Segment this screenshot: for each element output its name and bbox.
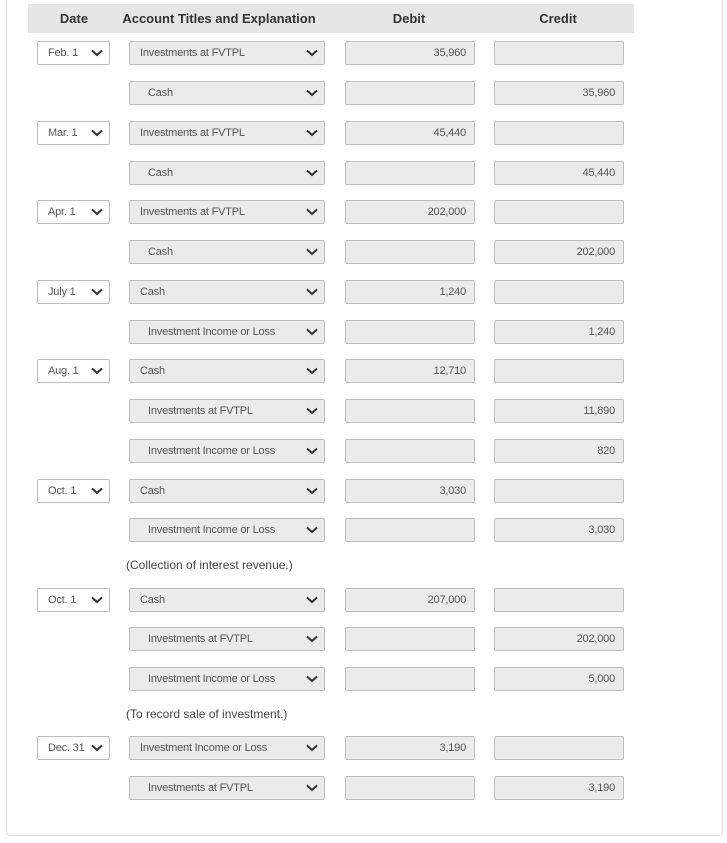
account-value: Cash: [148, 87, 173, 99]
chevron-down-icon: [306, 89, 318, 97]
date-value: Apr. 1: [48, 206, 76, 218]
chevron-down-icon: [91, 129, 103, 137]
date-select[interactable]: [37, 588, 110, 612]
entry-explanation: (Collection of interest revenue.): [126, 558, 293, 572]
debit-input[interactable]: [345, 667, 475, 691]
entry-explanation: (To record sale of investment.): [126, 707, 288, 721]
debit-input[interactable]: [345, 240, 475, 264]
account-value: Cash: [148, 246, 173, 258]
debit-input[interactable]: 35,960: [345, 41, 475, 65]
account-select[interactable]: [129, 518, 325, 542]
debit-input[interactable]: 1,240: [345, 280, 475, 304]
account-value: Investment Income or Loss: [148, 445, 276, 457]
chevron-down-icon: [306, 49, 318, 57]
chevron-down-icon: [306, 526, 318, 534]
account-value: Cash: [140, 286, 165, 298]
date-select[interactable]: [37, 280, 110, 304]
account-value: Cash: [148, 167, 173, 179]
account-select[interactable]: [129, 41, 325, 65]
account-value: Cash: [140, 594, 165, 606]
credit-input[interactable]: 11,890: [494, 399, 624, 423]
date-value: Mar. 1: [48, 127, 78, 139]
chevron-down-icon: [306, 487, 318, 495]
credit-input[interactable]: 1,240: [494, 320, 624, 344]
account-select[interactable]: [129, 200, 325, 224]
credit-input[interactable]: 202,000: [494, 240, 624, 264]
debit-input[interactable]: [345, 81, 475, 105]
credit-input[interactable]: [494, 41, 624, 65]
account-select[interactable]: [129, 121, 325, 145]
account-value: Investment Income or Loss: [148, 673, 276, 685]
chevron-down-icon: [306, 367, 318, 375]
debit-input[interactable]: [345, 439, 475, 463]
chevron-down-icon: [306, 447, 318, 455]
account-select[interactable]: [129, 439, 325, 463]
account-select[interactable]: [129, 776, 325, 800]
account-select[interactable]: [129, 359, 325, 383]
chevron-down-icon: [91, 596, 103, 604]
credit-input[interactable]: [494, 479, 624, 503]
debit-input[interactable]: [345, 399, 475, 423]
date-value: Oct. 1: [48, 594, 77, 606]
account-value: Cash: [140, 365, 165, 377]
debit-input[interactable]: 45,440: [345, 121, 475, 145]
credit-header: Credit: [539, 11, 577, 26]
chevron-down-icon: [306, 129, 318, 137]
debit-input[interactable]: 12,710: [345, 359, 475, 383]
account-value: Investments at FVTPL: [148, 405, 253, 417]
credit-input[interactable]: 820: [494, 439, 624, 463]
credit-input[interactable]: 202,000: [494, 627, 624, 651]
chevron-down-icon: [306, 784, 318, 792]
chevron-down-icon: [306, 596, 318, 604]
account-select[interactable]: [129, 161, 325, 185]
credit-input[interactable]: [494, 280, 624, 304]
chevron-down-icon: [306, 328, 318, 336]
date-select[interactable]: [37, 479, 110, 503]
account-select[interactable]: [129, 240, 325, 264]
account-value: Cash: [140, 485, 165, 497]
account-select[interactable]: [129, 81, 325, 105]
account-select[interactable]: [129, 667, 325, 691]
chevron-down-icon: [306, 208, 318, 216]
chevron-down-icon: [91, 367, 103, 375]
credit-input[interactable]: 35,960: [494, 81, 624, 105]
debit-input[interactable]: [345, 627, 475, 651]
chevron-down-icon: [306, 635, 318, 643]
chevron-down-icon: [91, 744, 103, 752]
chevron-down-icon: [91, 487, 103, 495]
date-value: Aug. 1: [48, 365, 79, 377]
credit-input[interactable]: 45,440: [494, 161, 624, 185]
chevron-down-icon: [306, 288, 318, 296]
chevron-down-icon: [306, 169, 318, 177]
credit-input[interactable]: [494, 121, 624, 145]
debit-input[interactable]: 3,190: [345, 736, 475, 760]
account-value: Investment Income or Loss: [140, 742, 268, 754]
credit-input[interactable]: [494, 736, 624, 760]
debit-header: Debit: [392, 11, 426, 26]
debit-input[interactable]: 207,000: [345, 588, 475, 612]
date-select[interactable]: [37, 121, 110, 145]
date-select[interactable]: [37, 200, 110, 224]
account-header: Account Titles and Explanation: [122, 11, 316, 26]
chevron-down-icon: [91, 208, 103, 216]
credit-input[interactable]: 3,030: [494, 518, 624, 542]
chevron-down-icon: [306, 675, 318, 683]
date-header: Date: [59, 11, 89, 26]
debit-input[interactable]: 202,000: [345, 200, 475, 224]
credit-input[interactable]: [494, 359, 624, 383]
debit-input[interactable]: [345, 161, 475, 185]
account-select[interactable]: [129, 588, 325, 612]
credit-input[interactable]: [494, 200, 624, 224]
debit-input[interactable]: [345, 776, 475, 800]
chevron-down-icon: [306, 407, 318, 415]
account-select[interactable]: [129, 399, 325, 423]
date-value: July 1: [48, 286, 76, 298]
debit-input[interactable]: 3,030: [345, 479, 475, 503]
chevron-down-icon: [91, 49, 103, 57]
account-value: Investments at FVTPL: [148, 782, 253, 794]
date-value: Dec. 31: [48, 742, 85, 754]
credit-input[interactable]: [494, 588, 624, 612]
debit-input[interactable]: [345, 320, 475, 344]
account-value: Investment Income or Loss: [148, 524, 276, 536]
debit-input[interactable]: [345, 518, 475, 542]
account-select[interactable]: [129, 479, 325, 503]
date-value: Oct. 1: [48, 485, 77, 497]
account-select[interactable]: [129, 280, 325, 304]
chevron-down-icon: [306, 744, 318, 752]
account-select[interactable]: [129, 627, 325, 651]
credit-input[interactable]: 3,190: [494, 776, 624, 800]
date-select[interactable]: [37, 41, 110, 65]
account-value: Investment Income or Loss: [148, 326, 276, 338]
chevron-down-icon: [306, 248, 318, 256]
chevron-down-icon: [91, 288, 103, 296]
date-select[interactable]: [37, 359, 110, 383]
account-value: Investments at FVTPL: [140, 206, 245, 218]
date-select[interactable]: [37, 736, 110, 760]
account-value: Investments at FVTPL: [140, 47, 245, 59]
account-select[interactable]: [129, 736, 325, 760]
account-value: Investments at FVTPL: [140, 127, 245, 139]
table-header: [28, 4, 634, 33]
date-value: Feb. 1: [48, 47, 78, 59]
credit-input[interactable]: 5,000: [494, 667, 624, 691]
account-select[interactable]: [129, 320, 325, 344]
account-value: Investments at FVTPL: [148, 633, 253, 645]
